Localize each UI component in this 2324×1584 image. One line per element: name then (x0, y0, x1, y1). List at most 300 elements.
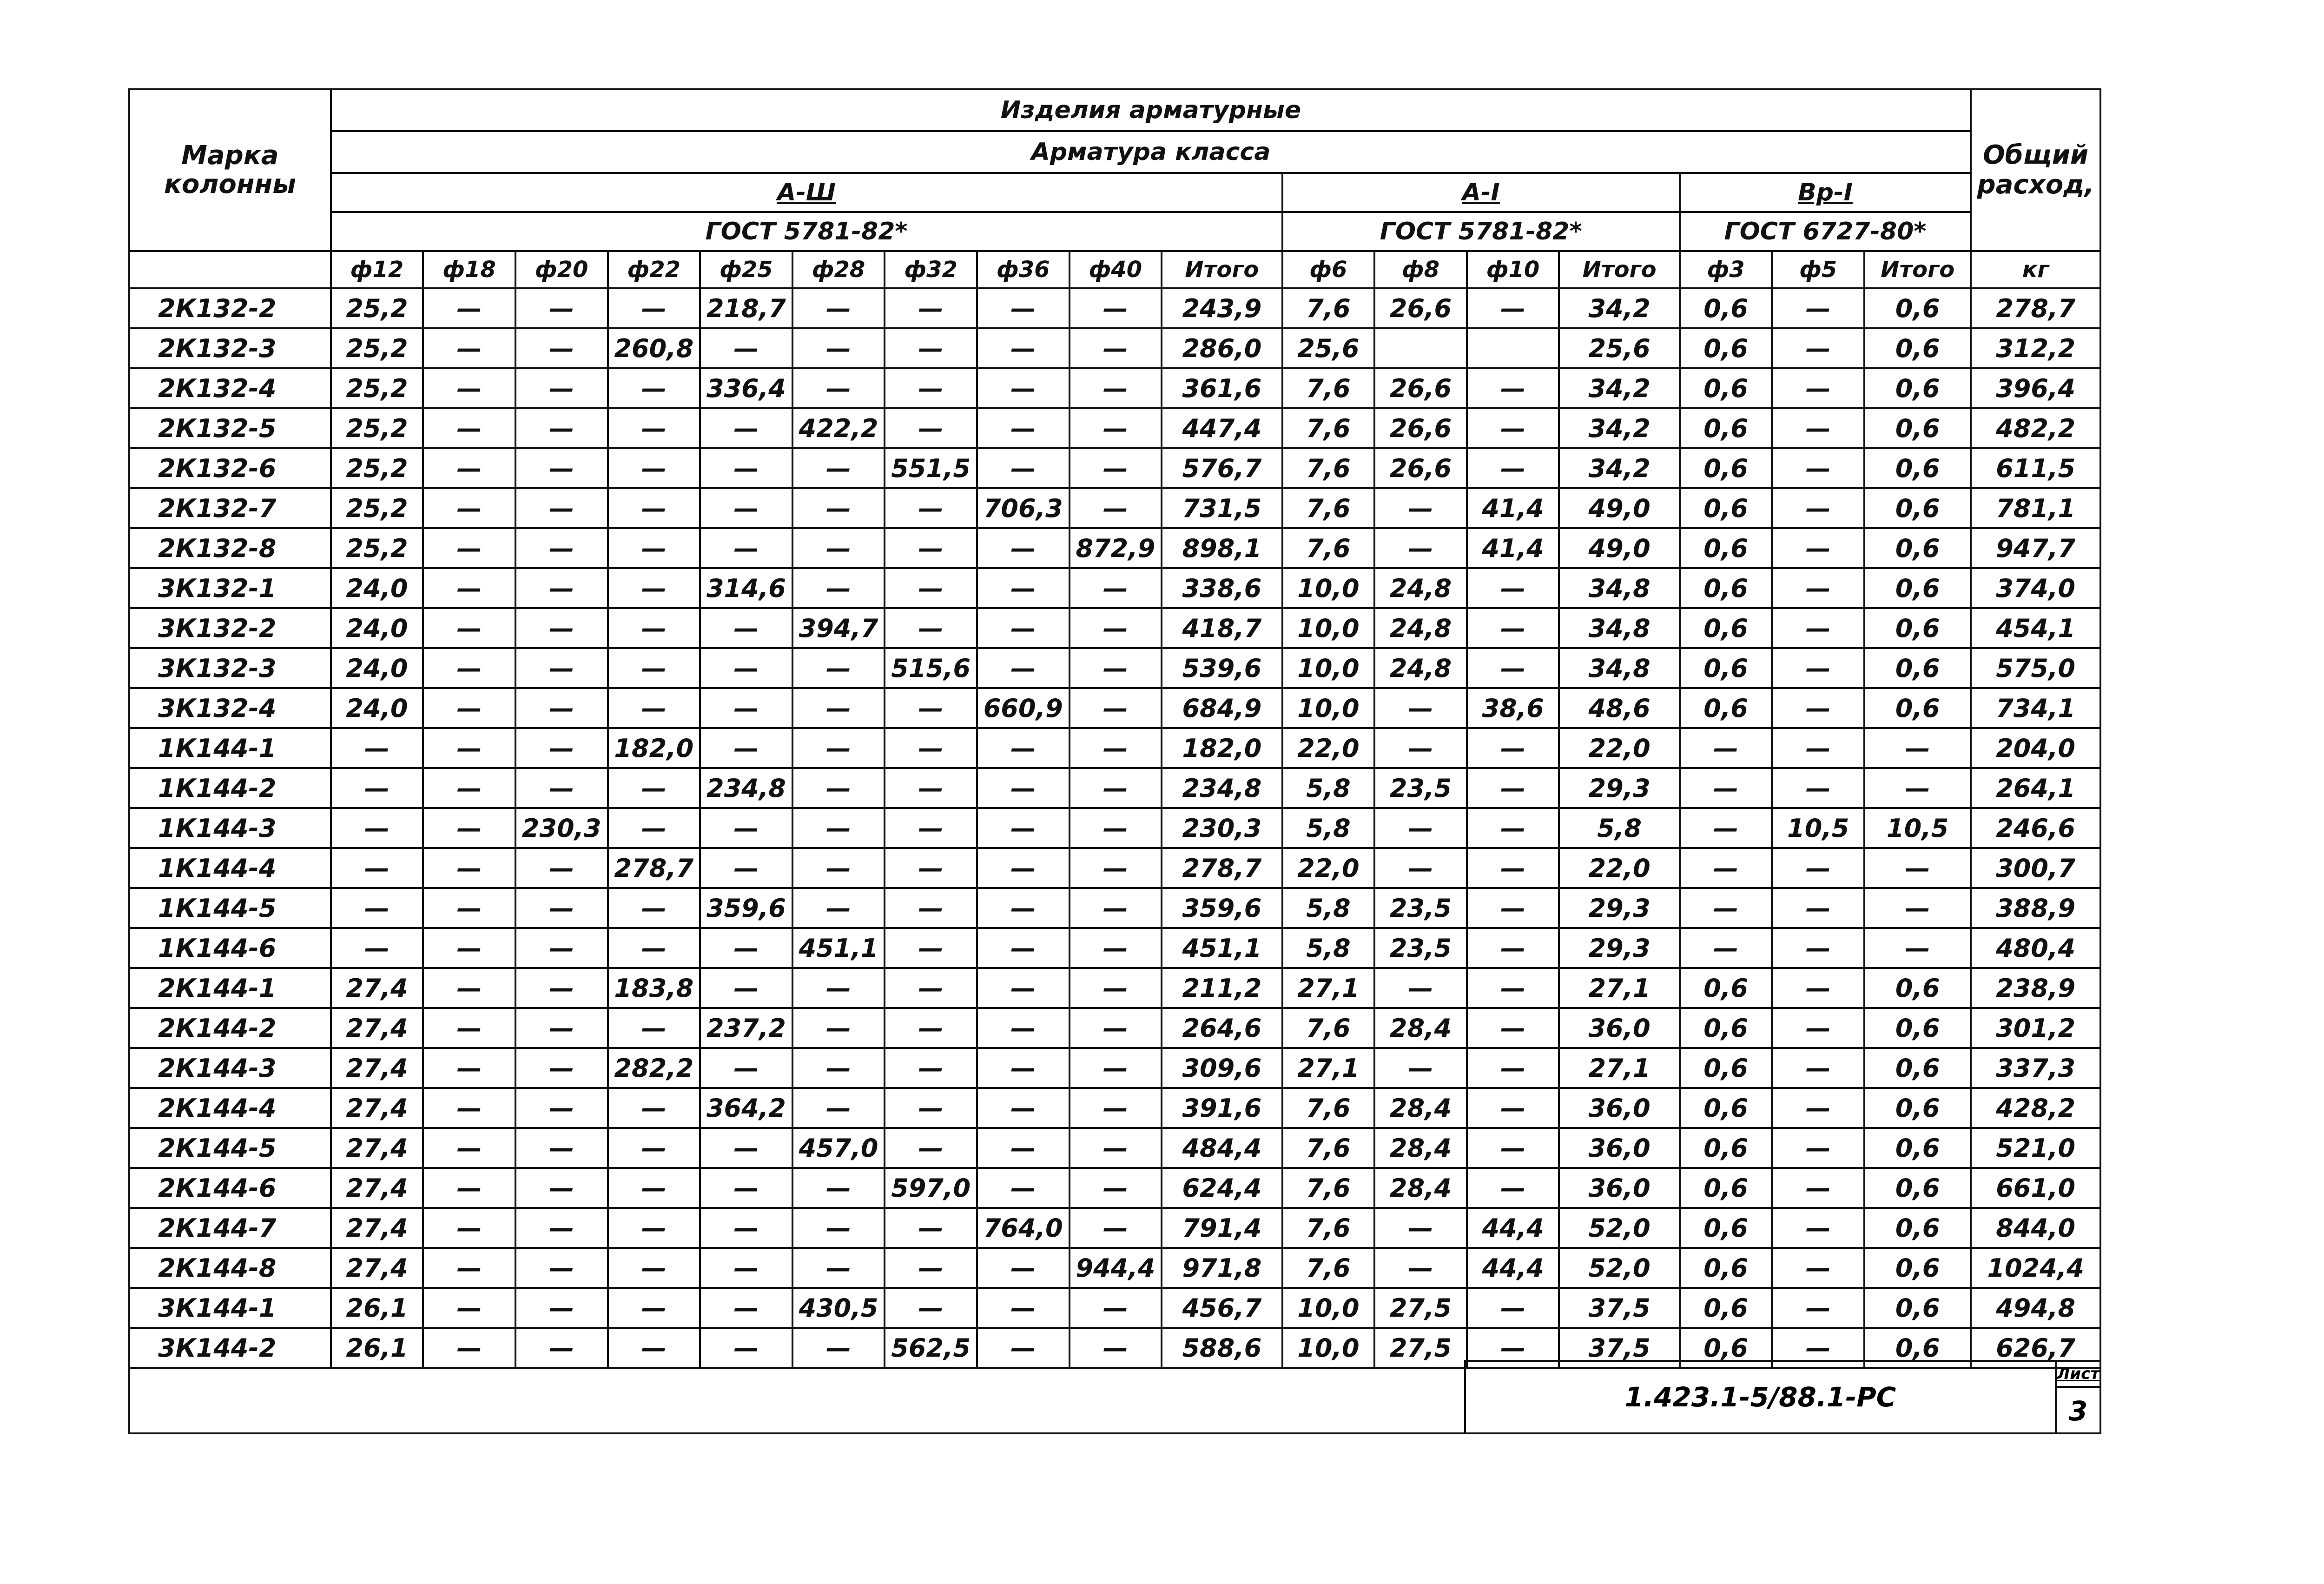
table-cell: — (1467, 1328, 1559, 1368)
table-cell: — (1772, 968, 1864, 1008)
table-cell: — (1772, 1288, 1864, 1328)
table-cell: — (792, 448, 885, 488)
table-cell: — (423, 848, 515, 888)
table-cell: — (885, 1088, 977, 1128)
rebar-class-header: Арматура класса (331, 131, 1971, 173)
table-cell: 1024,4 (1971, 1248, 2100, 1288)
table-cell: 0,6 (1680, 288, 1772, 328)
column-mark-cell: 2К132-5 (129, 408, 331, 448)
table-cell: — (515, 648, 608, 688)
table-cell: 34,8 (1559, 648, 1679, 688)
table-cell: — (1070, 848, 1162, 888)
table-cell: 626,7 (1971, 1328, 2100, 1368)
table-cell: 781,1 (1971, 488, 2100, 528)
table-cell: — (423, 1128, 515, 1168)
table-cell: 25,2 (331, 528, 423, 568)
table-cell: — (885, 728, 977, 768)
table-cell: — (792, 648, 885, 688)
table-cell: 27,5 (1374, 1288, 1467, 1328)
table-cell: 539,6 (1162, 648, 1282, 688)
table-cell: 48,6 (1559, 688, 1679, 728)
table-cell: — (1772, 1088, 1864, 1128)
table-cell: — (977, 648, 1070, 688)
table-cell: 588,6 (1162, 1328, 1282, 1368)
table-cell: 314,6 (700, 568, 792, 608)
table-cell: — (608, 928, 700, 968)
table-cell: 388,9 (1971, 888, 2100, 928)
table-cell: — (515, 528, 608, 568)
table-cell: 34,2 (1559, 408, 1679, 448)
table-cell: — (1467, 368, 1559, 408)
table-cell: — (331, 728, 423, 768)
table-row (129, 408, 2100, 448)
table-cell: 25,6 (1282, 328, 1375, 368)
table-cell: 182,0 (608, 728, 700, 768)
sheet-label: Лист (2057, 1362, 2100, 1388)
table-cell: — (423, 488, 515, 528)
mark-column-header: Марка колонны (129, 89, 331, 251)
table-cell: 480,4 (1971, 928, 2100, 968)
table-cell: — (700, 488, 792, 528)
table-cell: 23,5 (1374, 888, 1467, 928)
table-cell: 457,0 (792, 1128, 885, 1168)
table-cell: 482,2 (1971, 408, 2100, 448)
table-cell: 27,4 (331, 1248, 423, 1288)
table-cell: 27,4 (331, 1048, 423, 1088)
table-cell: 396,4 (1971, 368, 2100, 408)
table-cell: 0,6 (1864, 528, 1971, 568)
column-header: ф6 (1282, 251, 1375, 288)
table-cell: 25,2 (331, 288, 423, 328)
table-cell: — (515, 328, 608, 368)
table-cell: — (792, 568, 885, 608)
table-cell: — (1467, 1288, 1559, 1328)
table-cell: 300,7 (1971, 848, 2100, 888)
table-cell: 0,6 (1680, 488, 1772, 528)
table-cell: — (1070, 1128, 1162, 1168)
table-cell: — (1070, 928, 1162, 968)
table-cell: — (608, 288, 700, 328)
table-cell: — (1864, 728, 1971, 768)
table-cell: 0,6 (1864, 1208, 1971, 1248)
table-cell: 551,5 (885, 448, 977, 488)
table-cell: — (608, 528, 700, 568)
table-cell: 34,2 (1559, 368, 1679, 408)
table-cell: — (792, 368, 885, 408)
table-cell: 0,6 (1680, 1248, 1772, 1288)
table-cell: — (885, 1048, 977, 1088)
table-cell: 0,6 (1680, 368, 1772, 408)
class-a1-header: А-I (1282, 173, 1680, 212)
table-cell: 447,4 (1162, 408, 1282, 448)
table-row (129, 1248, 2100, 1288)
table-cell: 359,6 (1162, 888, 1282, 928)
table-cell: 734,1 (1971, 688, 2100, 728)
table-cell: 0,6 (1864, 1168, 1971, 1208)
table-cell: 27,1 (1559, 968, 1679, 1008)
table-row (129, 888, 2100, 928)
table-cell: — (700, 328, 792, 368)
table-cell: 7,6 (1282, 1248, 1375, 1288)
table-cell: — (515, 1288, 608, 1328)
table-cell: — (515, 368, 608, 408)
table-cell: 243,9 (1162, 288, 1282, 328)
table-cell: — (792, 1168, 885, 1208)
table-cell: — (423, 1168, 515, 1208)
table-cell: — (700, 808, 792, 848)
table-cell: 27,1 (1559, 1048, 1679, 1088)
table-cell: 7,6 (1282, 408, 1375, 448)
table-cell: 422,2 (792, 408, 885, 448)
column-mark-cell: 2К132-2 (129, 288, 331, 328)
column-header: ф25 (700, 251, 792, 288)
column-header: ф3 (1680, 251, 1772, 288)
table-cell: 230,3 (515, 808, 608, 848)
table-cell: — (423, 568, 515, 608)
table-cell: 575,0 (1971, 648, 2100, 688)
table-cell: 234,8 (1162, 768, 1282, 808)
column-mark-cell: 2К144-7 (129, 1208, 331, 1248)
table-cell: — (700, 848, 792, 888)
table-cell: — (792, 1048, 885, 1088)
table-cell: 418,7 (1162, 608, 1282, 648)
table-cell: 282,2 (608, 1048, 700, 1088)
table-cell: — (515, 1248, 608, 1288)
table-cell: 26,6 (1374, 408, 1467, 448)
table-cell: — (515, 488, 608, 528)
table-cell: — (977, 368, 1070, 408)
table-cell: 624,4 (1162, 1168, 1282, 1208)
table-row (129, 1288, 2100, 1328)
table-row (129, 608, 2100, 648)
table-cell: — (423, 1328, 515, 1368)
table-cell: — (331, 928, 423, 968)
table-row (129, 1208, 2100, 1248)
table-cell: — (885, 968, 977, 1008)
column-header: ф8 (1374, 251, 1467, 288)
table-row (129, 1088, 2100, 1128)
table-cell: — (515, 768, 608, 808)
table-cell: 25,6 (1559, 328, 1679, 368)
table-cell: — (885, 928, 977, 968)
table-row (129, 368, 2100, 408)
table-cell: — (792, 808, 885, 848)
table-cell: — (608, 448, 700, 488)
table-cell: — (1467, 608, 1559, 648)
table-cell: 484,4 (1162, 1128, 1282, 1168)
table-cell: 944,4 (1070, 1248, 1162, 1288)
table-cell: 0,6 (1864, 288, 1971, 328)
table-cell: — (423, 528, 515, 568)
table-cell: 27,4 (331, 1008, 423, 1048)
table-cell: — (1374, 1208, 1467, 1248)
table-cell: — (515, 1168, 608, 1208)
table-cell: 246,6 (1971, 808, 2100, 848)
table-cell: — (885, 1208, 977, 1248)
table-cell: — (1374, 488, 1467, 528)
table-cell: — (515, 288, 608, 328)
table-cell: — (331, 888, 423, 928)
class-vr1-header: Вр-I (1680, 173, 1971, 212)
table-cell: 28,4 (1374, 1088, 1467, 1128)
table-row (129, 648, 2100, 688)
table-cell: 278,7 (1162, 848, 1282, 888)
column-mark-cell: 2К144-4 (129, 1088, 331, 1128)
table-cell: 0,6 (1864, 1288, 1971, 1328)
table-cell: — (423, 968, 515, 1008)
table-cell: 660,9 (977, 688, 1070, 728)
table-cell: — (1772, 1048, 1864, 1088)
table-row (129, 448, 2100, 488)
table-cell: — (700, 1208, 792, 1248)
column-header: ф18 (423, 251, 515, 288)
table-cell: — (423, 288, 515, 328)
table-cell: — (1070, 1008, 1162, 1048)
table-cell: — (608, 1288, 700, 1328)
column-mark-cell: 2К144-1 (129, 968, 331, 1008)
table-cell: 49,0 (1559, 528, 1679, 568)
table-row (129, 288, 2100, 328)
table-cell: 10,0 (1282, 648, 1375, 688)
table-cell: — (515, 408, 608, 448)
table-cell: 24,0 (331, 568, 423, 608)
table-cell: — (423, 768, 515, 808)
table-cell: 24,0 (331, 608, 423, 648)
column-mark-cell: 3К132-3 (129, 648, 331, 688)
table-row (129, 1128, 2100, 1168)
table-cell: 0,6 (1680, 1008, 1772, 1048)
table-cell: — (1467, 1088, 1559, 1128)
table-cell: 684,9 (1162, 688, 1282, 728)
table-cell: — (1680, 928, 1772, 968)
column-header: Итого (1559, 251, 1679, 288)
table-cell: — (792, 768, 885, 808)
table-cell: — (423, 1248, 515, 1288)
table-cell: — (608, 1248, 700, 1288)
table-cell: — (423, 1288, 515, 1328)
table-cell: 22,0 (1559, 728, 1679, 768)
table-cell: 0,6 (1864, 648, 1971, 688)
table-cell: — (885, 808, 977, 848)
table-cell: — (331, 808, 423, 848)
table-cell: — (1467, 568, 1559, 608)
table-cell: 29,3 (1559, 888, 1679, 928)
table-cell: 237,2 (700, 1008, 792, 1048)
table-cell: 49,0 (1559, 488, 1679, 528)
table-cell: 23,5 (1374, 768, 1467, 808)
table-cell: 25,2 (331, 368, 423, 408)
table-cell: — (885, 568, 977, 608)
table-cell: — (792, 328, 885, 368)
table-cell: 22,0 (1559, 848, 1679, 888)
table-cell: — (1772, 568, 1864, 608)
table-cell: — (700, 1168, 792, 1208)
table-cell: — (792, 888, 885, 928)
table-cell: — (885, 768, 977, 808)
table-cell: 764,0 (977, 1208, 1070, 1248)
table-cell: 0,6 (1864, 408, 1971, 448)
table-cell: 28,4 (1374, 1128, 1467, 1168)
table-cell: — (1070, 1208, 1162, 1248)
document-code: 1.423.1-5/88.1-РС (1464, 1360, 2057, 1434)
table-cell: — (885, 408, 977, 448)
table-cell: 0,6 (1864, 688, 1971, 728)
table-cell: 430,5 (792, 1288, 885, 1328)
table-cell: — (885, 608, 977, 648)
table-row (129, 848, 2100, 888)
diameter-header-row (129, 251, 2100, 288)
table-cell: 24,0 (331, 688, 423, 728)
table-cell: — (885, 1008, 977, 1048)
table-cell: — (1070, 1048, 1162, 1088)
table-cell: 27,4 (331, 1168, 423, 1208)
table-cell: 706,3 (977, 488, 1070, 528)
table-cell: — (1070, 888, 1162, 928)
table-cell: — (1772, 1008, 1864, 1048)
table-cell: — (608, 608, 700, 648)
table-cell: 947,7 (1971, 528, 2100, 568)
table-cell: 25,2 (331, 328, 423, 368)
table-row (129, 1168, 2100, 1208)
column-header: ф5 (1772, 251, 1864, 288)
table-cell: — (977, 1128, 1070, 1168)
table-cell: — (1467, 768, 1559, 808)
table-cell: 22,0 (1282, 848, 1375, 888)
table-cell: 521,0 (1971, 1128, 2100, 1168)
table-cell: 391,6 (1162, 1088, 1282, 1128)
table-cell: 5,8 (1282, 928, 1375, 968)
table-cell: — (1374, 528, 1467, 568)
table-cell: 971,8 (1162, 1248, 1282, 1288)
column-mark-cell: 2К144-3 (129, 1048, 331, 1088)
table-cell: 10,5 (1772, 808, 1864, 848)
table-cell: — (700, 1288, 792, 1328)
table-cell: — (700, 1128, 792, 1168)
table-cell: 5,8 (1282, 768, 1375, 808)
table-cell: 7,6 (1282, 528, 1375, 568)
table-cell: 44,4 (1467, 1248, 1559, 1288)
table-cell: — (977, 808, 1070, 848)
table-cell: — (515, 1048, 608, 1088)
table-cell: — (1772, 688, 1864, 728)
table-cell: — (792, 288, 885, 328)
column-mark-cell: 2К132-8 (129, 528, 331, 568)
table-cell: 10,5 (1864, 808, 1971, 848)
table-row (129, 728, 2100, 768)
table-cell: 844,0 (1971, 1208, 2100, 1248)
table-cell: — (1467, 648, 1559, 688)
table-cell: — (1070, 688, 1162, 728)
products-header: Изделия арматурные (331, 89, 1971, 131)
mark-spacer-cell (129, 251, 331, 288)
table-cell: 34,8 (1559, 608, 1679, 648)
table-cell: 7,6 (1282, 448, 1375, 488)
table-cell: 791,4 (1162, 1208, 1282, 1248)
table-cell: — (1374, 808, 1467, 848)
table-cell: 23,5 (1374, 928, 1467, 968)
column-header: ф36 (977, 251, 1070, 288)
column-mark-cell: 1К144-4 (129, 848, 331, 888)
table-cell: 26,6 (1374, 368, 1467, 408)
table-cell: 234,8 (700, 768, 792, 808)
table-cell: 576,7 (1162, 448, 1282, 488)
table-cell: — (608, 1008, 700, 1048)
table-cell: 0,6 (1864, 1008, 1971, 1048)
table-cell: 0,6 (1864, 368, 1971, 408)
table-cell: 451,1 (1162, 928, 1282, 968)
table-cell: — (700, 448, 792, 488)
table-cell: — (1374, 1248, 1467, 1288)
table-cell: 7,6 (1282, 288, 1375, 328)
table-cell: 359,6 (700, 888, 792, 928)
table-cell: — (515, 1208, 608, 1248)
table-cell: — (977, 888, 1070, 928)
table-cell (1467, 328, 1559, 368)
table-cell: — (885, 1288, 977, 1328)
table-cell: 44,4 (1467, 1208, 1559, 1248)
table-cell: 0,6 (1680, 1048, 1772, 1088)
table-cell: — (1772, 488, 1864, 528)
table-cell: 204,0 (1971, 728, 2100, 768)
table-cell: 0,6 (1680, 688, 1772, 728)
table-cell: — (1374, 688, 1467, 728)
gost-a3-header: ГОСТ 5781-82* (331, 212, 1282, 251)
column-header: Итого (1162, 251, 1282, 288)
table-cell: 374,0 (1971, 568, 2100, 608)
unit-header: кг (1971, 251, 2100, 288)
column-header: Итого (1864, 251, 1971, 288)
table-cell: — (1864, 848, 1971, 888)
table-cell: — (608, 568, 700, 608)
table-cell: — (1467, 888, 1559, 928)
table-cell: 27,5 (1374, 1328, 1467, 1368)
table-cell: 38,6 (1467, 688, 1559, 728)
table-cell: — (1070, 288, 1162, 328)
table-cell: 0,6 (1864, 568, 1971, 608)
column-mark-cell: 3К144-1 (129, 1288, 331, 1328)
table-cell: 0,6 (1864, 328, 1971, 368)
table-cell: — (608, 1168, 700, 1208)
table-cell: — (515, 928, 608, 968)
column-mark-cell: 2К132-7 (129, 488, 331, 528)
table-cell: 28,4 (1374, 1168, 1467, 1208)
table-cell: 286,0 (1162, 328, 1282, 368)
table-cell: — (1070, 488, 1162, 528)
table-cell: — (608, 488, 700, 528)
table-cell: — (1467, 728, 1559, 768)
table-cell: 218,7 (700, 288, 792, 328)
table-cell: — (885, 328, 977, 368)
table-row (129, 1048, 2100, 1088)
table-cell: — (792, 1248, 885, 1288)
table-cell: — (515, 1328, 608, 1368)
table-cell: 24,8 (1374, 568, 1467, 608)
table-row (129, 688, 2100, 728)
table-cell: 364,2 (700, 1088, 792, 1128)
table-cell: 338,6 (1162, 568, 1282, 608)
table-cell: 10,0 (1282, 1328, 1375, 1368)
table-cell: — (1070, 368, 1162, 408)
spec-body (129, 288, 2100, 1368)
column-mark-cell: 3К132-1 (129, 568, 331, 608)
table-cell: — (977, 1048, 1070, 1088)
table-cell: 0,6 (1680, 408, 1772, 448)
column-header: ф28 (792, 251, 885, 288)
table-cell: 24,8 (1374, 608, 1467, 648)
table-cell: 26,1 (331, 1288, 423, 1328)
table-cell: 260,8 (608, 328, 700, 368)
table-cell: — (1772, 1168, 1864, 1208)
